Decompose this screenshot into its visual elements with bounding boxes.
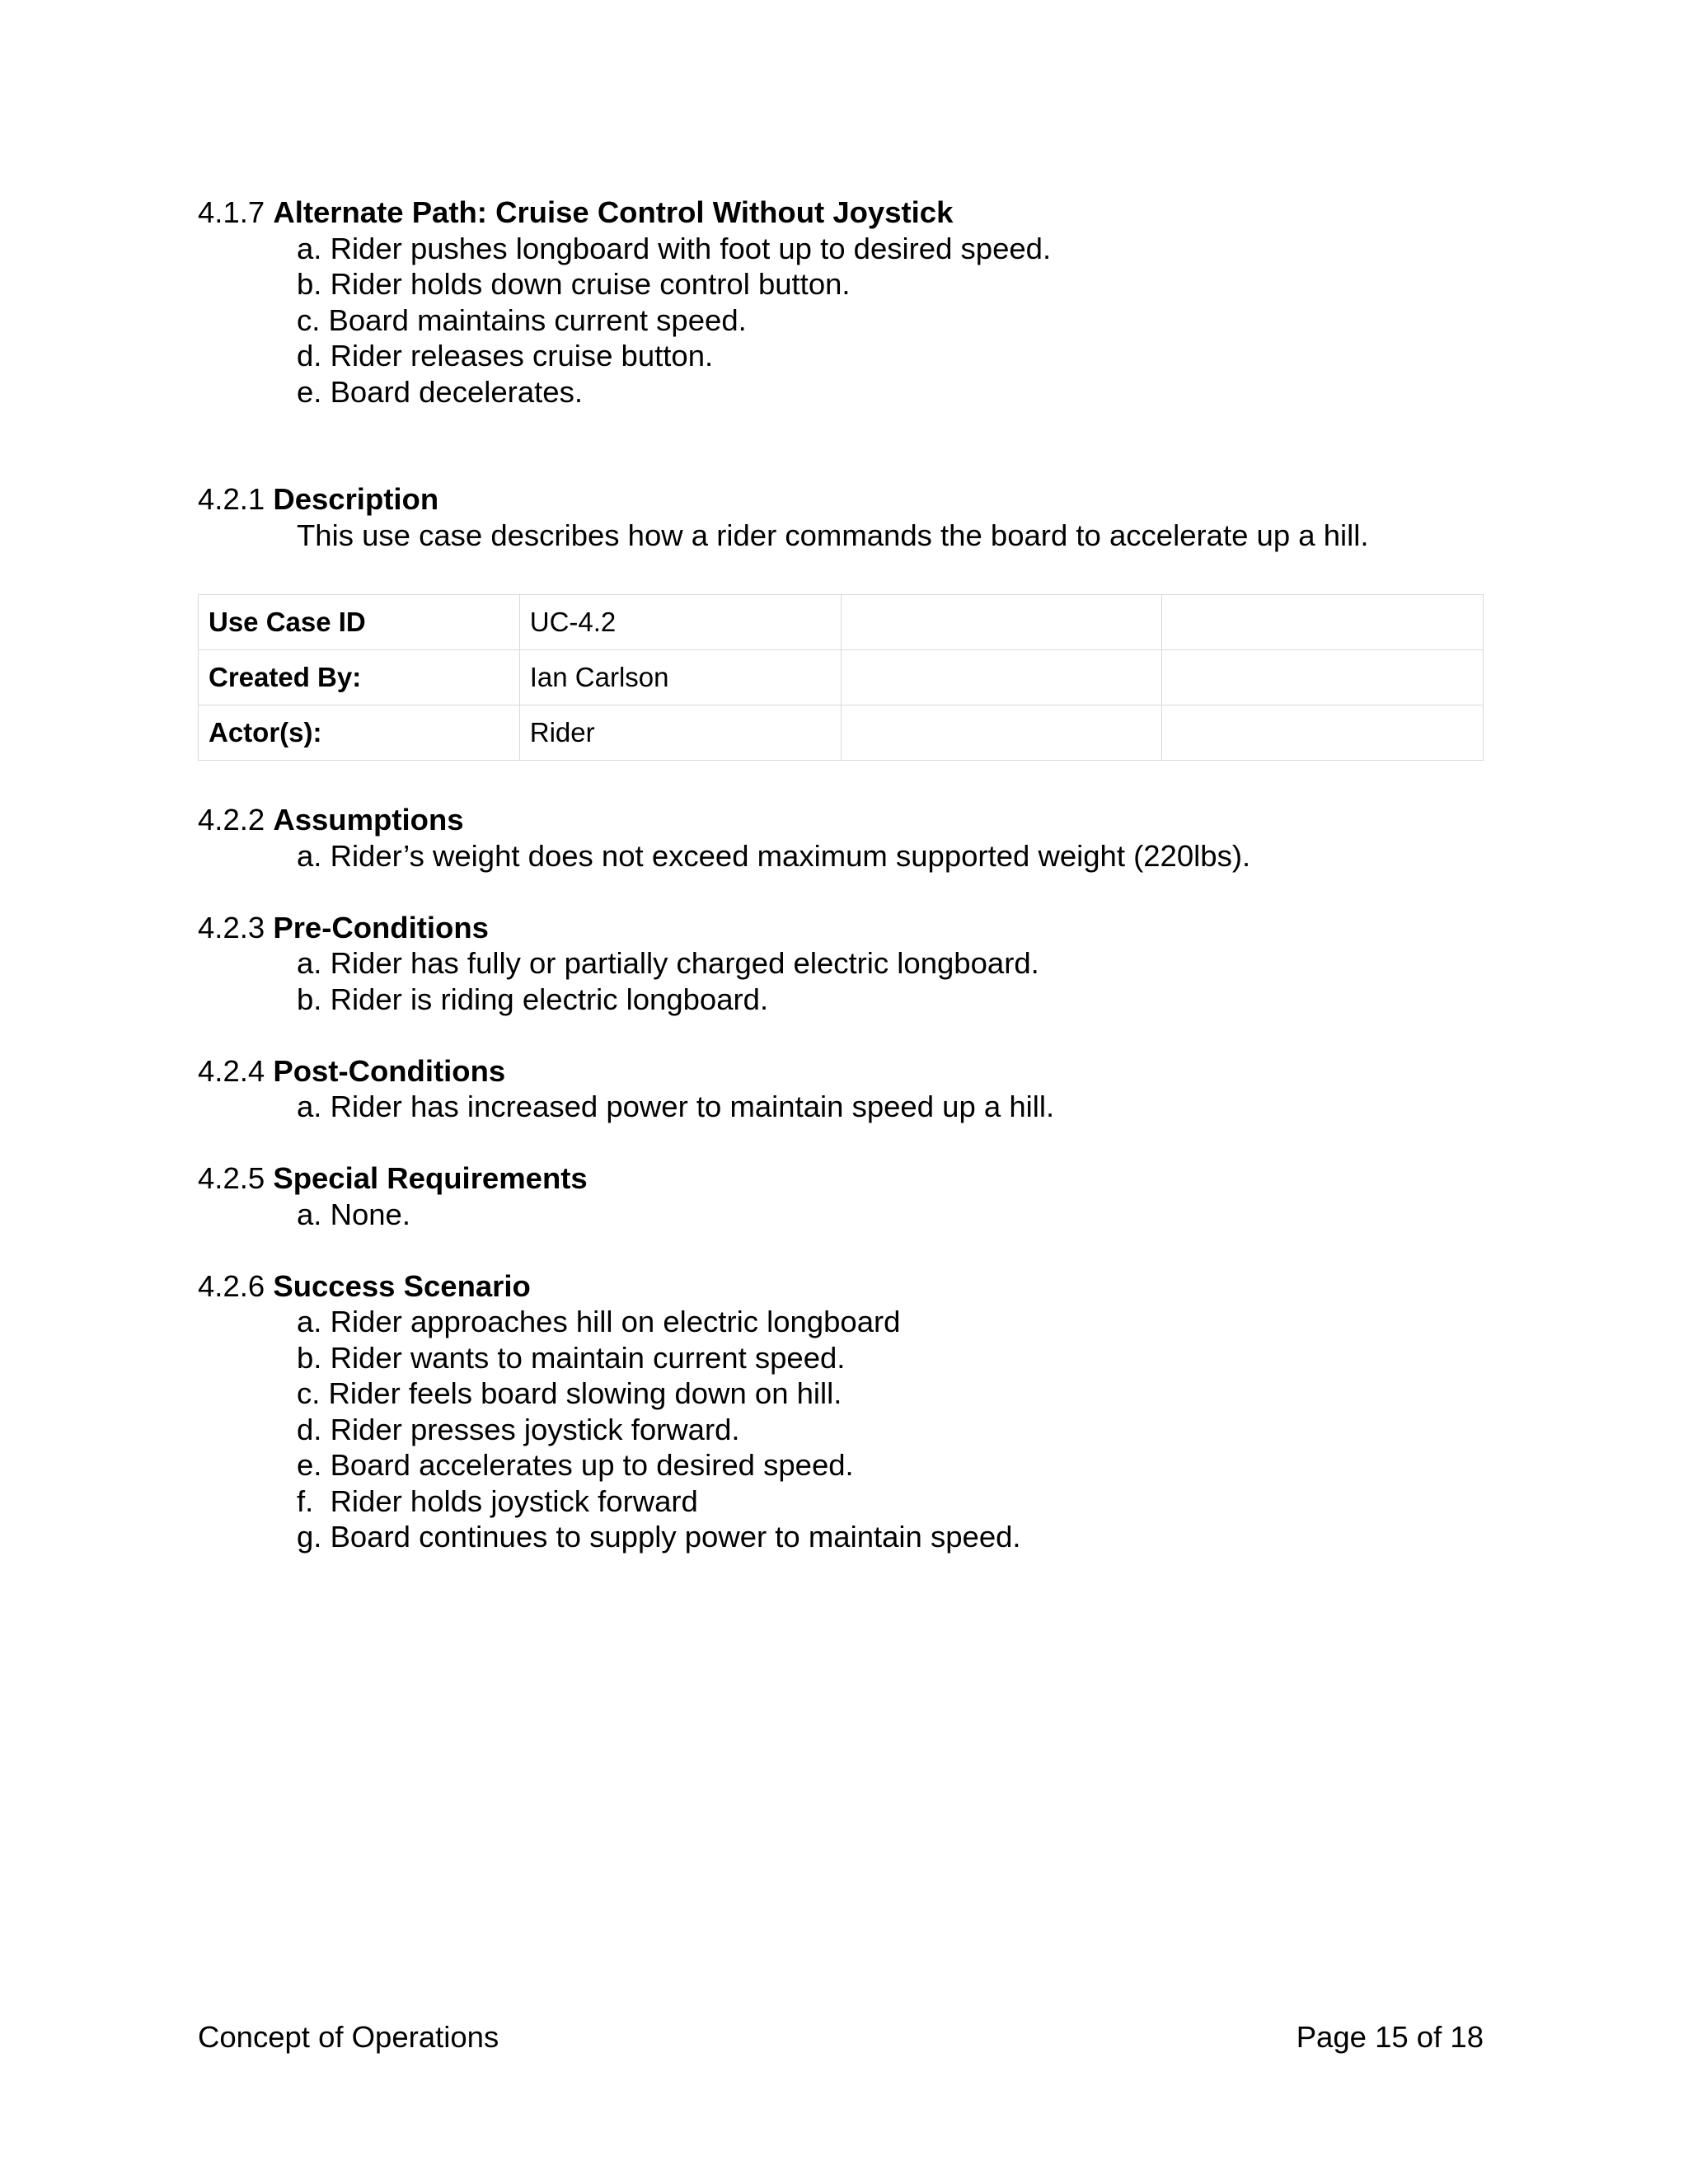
table-cell-empty [841,650,1162,705]
use-case-table [198,594,1484,761]
section-title: Success Scenario [273,1268,531,1303]
section-number: 4.1.7 [198,195,265,229]
section-heading [198,481,1484,518]
list-item: a. Rider pushes longboard with foot up to desired speed. [297,231,1052,265]
section-title: Assumptions [273,803,464,837]
section-heading [198,910,1484,946]
table-cell-empty [1162,705,1484,761]
section-4-2-4 [198,1053,1484,1125]
spacer [198,410,1484,481]
section-4-1-7 [198,194,1484,410]
table-cell-value: Rider [519,705,841,761]
section-list [198,1197,1484,1233]
page-content [198,194,1484,1555]
list-item: g. Board continues to supply power to maintain speed. [297,1520,1021,1554]
section-number: 4.2.6 [198,1268,265,1303]
spacer [198,1125,1484,1161]
section-number: 4.2.5 [198,1161,265,1195]
section-number: 4.2.2 [198,803,265,837]
page-footer [198,2019,1484,2055]
spacer [198,874,1484,910]
section-list [198,1089,1484,1125]
section-4-2-6 [198,1268,1484,1555]
list-item: b. Rider holds down cruise control button. [297,267,851,301]
table-cell-empty [1162,595,1484,650]
section-heading [198,1268,1484,1305]
table-row [199,705,1484,761]
section-number: 4.2.1 [198,482,265,516]
section-list [198,1304,1484,1555]
list-item: e. Board accelerates up to desired speed. [297,1448,854,1482]
list-item: a. Rider has fully or partially charged electric longboard. [297,946,1039,980]
table-cell-empty [841,705,1162,761]
section-title: Description [273,482,439,516]
section-title: Alternate Path: Cruise Control Without Joystick [273,195,954,229]
spacer [198,761,1484,802]
section-list [198,945,1484,1017]
table-cell-label: Created By: [199,650,520,705]
list-item: a. Rider approaches hill on electric longboard [297,1305,901,1338]
table-cell-value: UC-4.2 [519,595,841,650]
section-4-2-3 [198,910,1484,1018]
section-heading [198,1160,1484,1197]
table-row [199,650,1484,705]
list-item: a. None. [297,1197,410,1231]
spacer [198,1232,1484,1268]
list-item: a. Rider’s weight does not exceed maximum supported weight (220lbs). [297,838,1251,873]
section-number: 4.2.3 [198,910,265,944]
section-list [198,838,1484,874]
section-4-2-1 [198,481,1484,553]
list-item: b. Rider wants to maintain current speed. [297,1340,846,1375]
section-title: Post-Conditions [273,1053,506,1088]
list-item: d. Rider presses joystick forward. [297,1412,740,1446]
section-heading [198,802,1484,838]
table-cell-value: Ian Carlson [519,650,841,705]
section-list [198,231,1484,410]
list-item: e. Board decelerates. [297,374,583,409]
table-row [199,595,1484,650]
list-item: d. Rider releases cruise button. [297,339,714,373]
list-item: b. Rider is riding electric longboard. [297,982,769,1016]
list-item: c. Rider feels board slowing down on hill. [297,1376,842,1410]
spacer [198,1017,1484,1053]
section-4-2-5 [198,1160,1484,1232]
section-title: Pre-Conditions [273,910,489,944]
footer-page-number: Page 15 of 18 [1296,2020,1484,2054]
footer-document-title: Concept of Operations [198,2020,499,2054]
list-item: c. Board maintains current speed. [297,302,747,337]
list-item: a. Rider has increased power to maintain speed up a hill. [297,1090,1055,1123]
section-heading [198,194,1484,231]
section-description: This use case describes how a rider commands the board to accelerate up a hill. [297,518,1369,552]
table-cell-label: Actor(s): [199,705,520,761]
section-number: 4.2.4 [198,1053,265,1088]
section-4-2-2 [198,802,1484,874]
list-item: f. Rider holds joystick forward [297,1483,698,1518]
section-title: Special Requirements [273,1161,588,1195]
table-cell-label: Use Case ID [199,595,520,650]
table-cell-empty [841,595,1162,650]
spacer [198,553,1484,594]
section-heading [198,1053,1484,1090]
table-cell-empty [1162,650,1484,705]
